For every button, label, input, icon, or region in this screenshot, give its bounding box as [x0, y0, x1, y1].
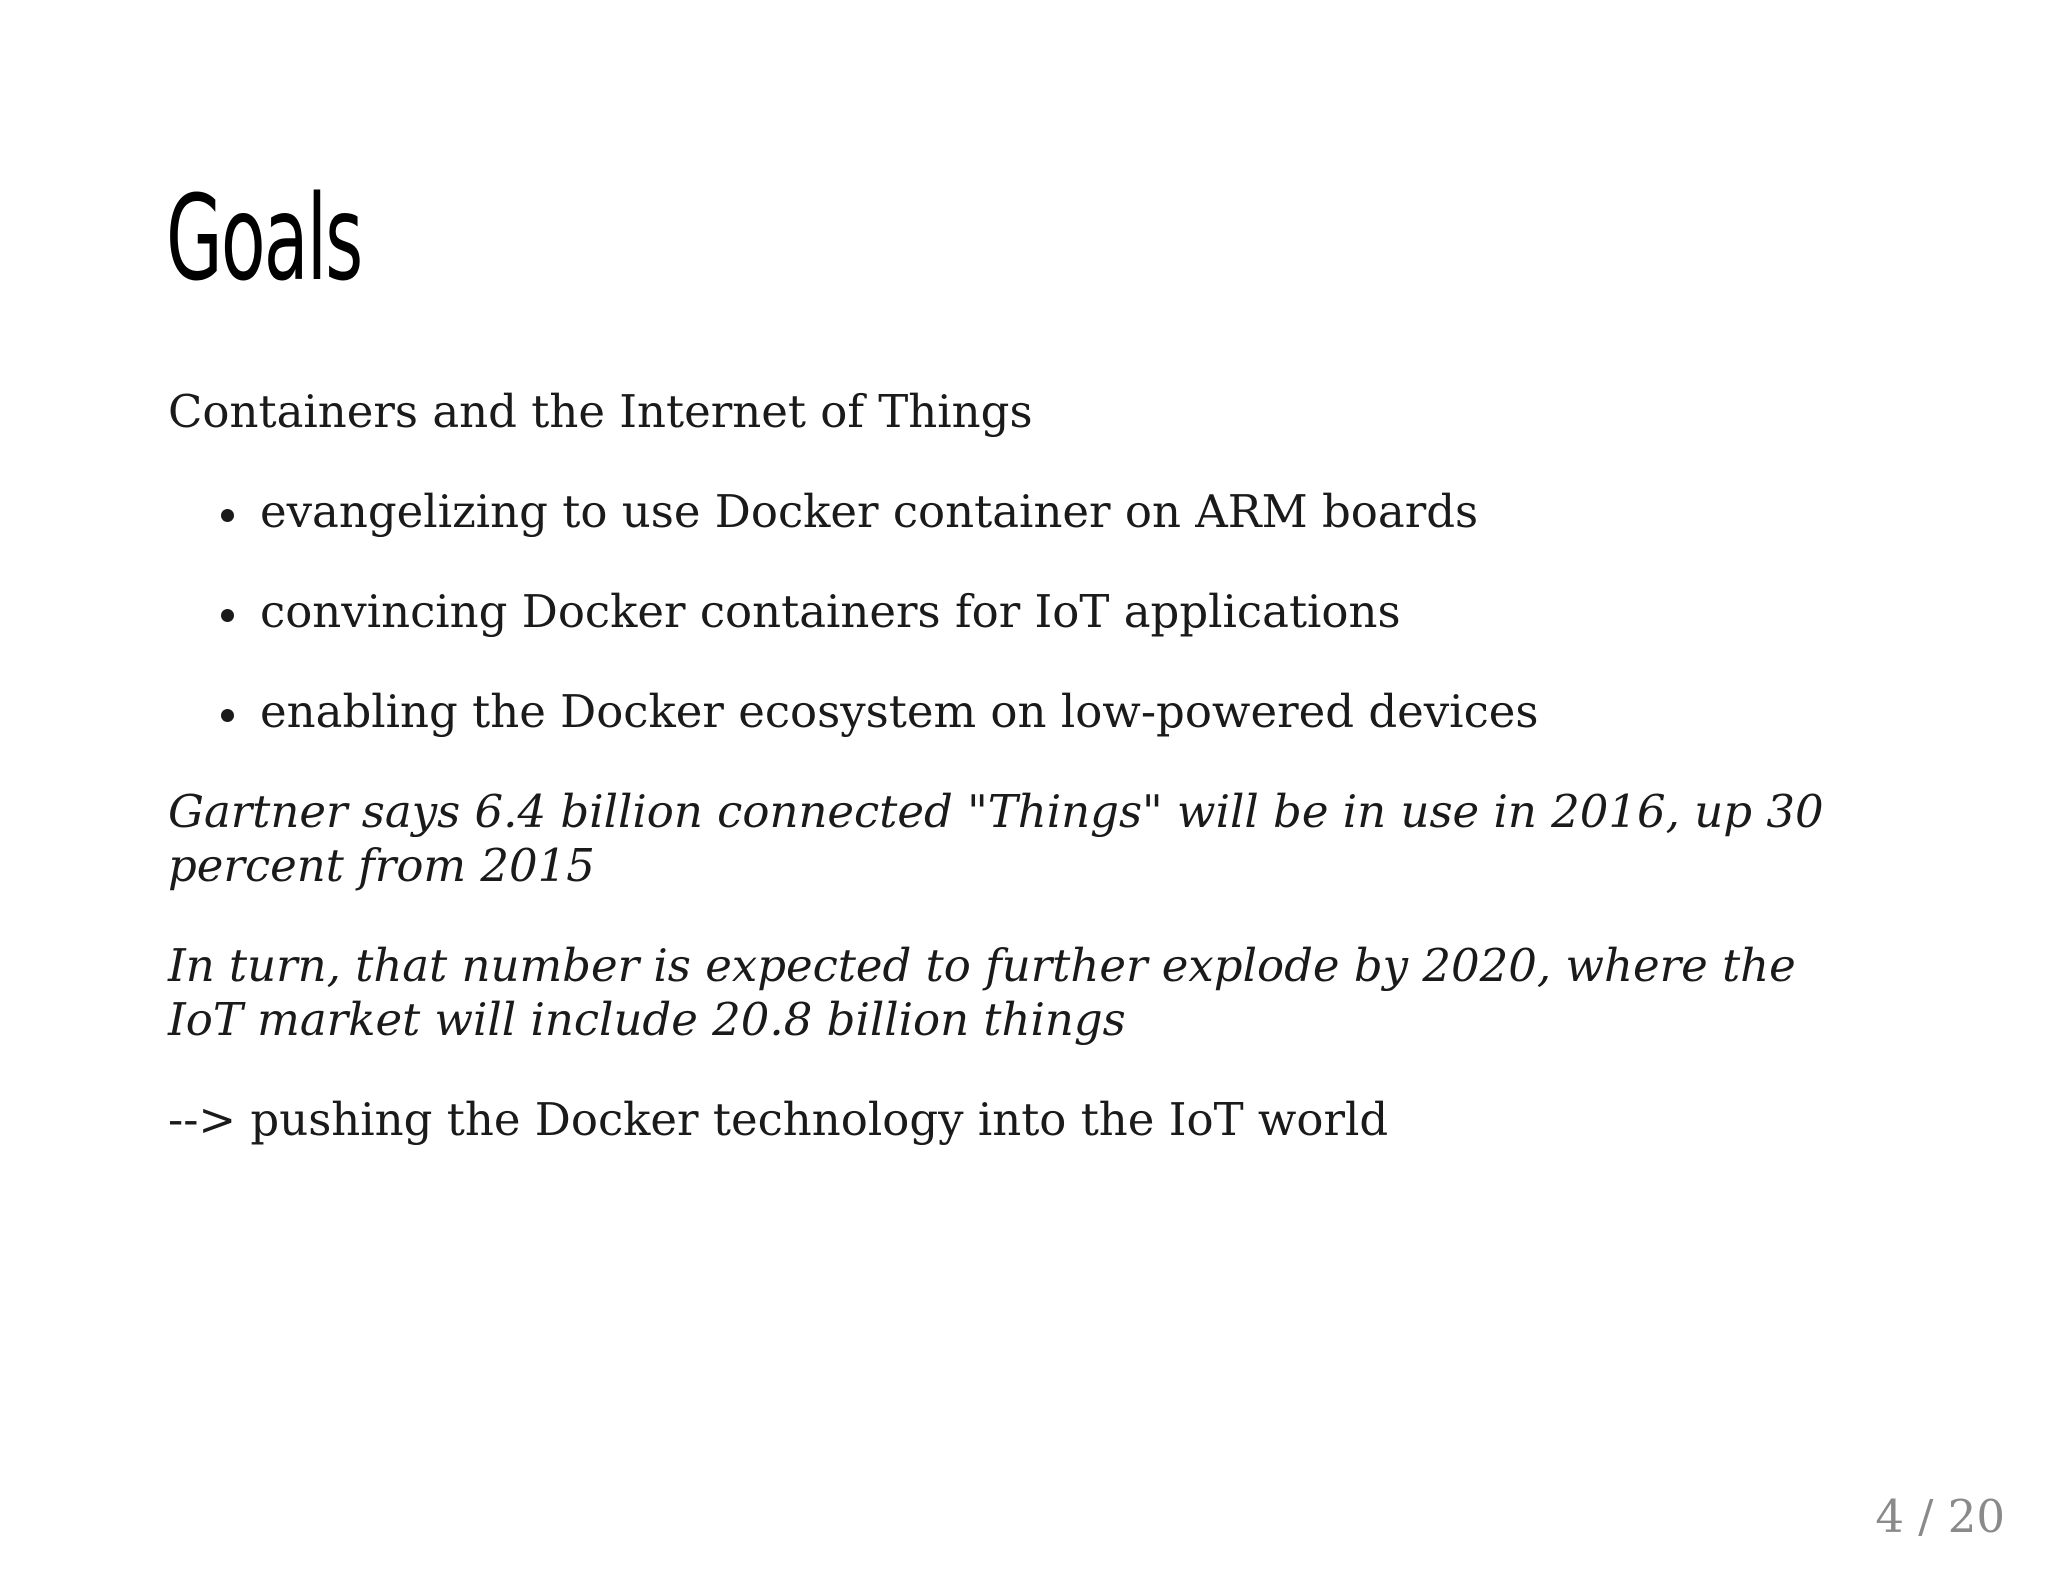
bullet-icon [221, 609, 234, 622]
slide-title: Goals [166, 169, 362, 307]
bullet-icon [221, 509, 234, 522]
list-item [168, 485, 1908, 539]
forecast-quote: In turn, that number is expected to further explode by 2020, where the IoT market will include 20.8 billion things [168, 939, 1796, 1046]
list-item-text: evangelizing to use Docker container on ARM boards [260, 485, 1479, 538]
page-number: 4 / 20 [1875, 1490, 2005, 1543]
gartner-quote: Gartner says 6.4 billion connected "Things" will be in use in 2016, up 30 percent from 2015 [168, 785, 1824, 892]
slide-content [168, 385, 1908, 1193]
goals-list [168, 485, 1908, 739]
bullet-icon [221, 709, 234, 722]
list-item [168, 585, 1908, 639]
conclusion-text: --> pushing the Docker technology into the IoT world [168, 1093, 1389, 1146]
intro-text: Containers and the Internet of Things [168, 385, 1033, 438]
list-item-text: enabling the Docker ecosystem on low-powered devices [260, 685, 1539, 738]
list-item-text: convincing Docker containers for IoT applications [260, 585, 1401, 638]
list-item [168, 685, 1908, 739]
